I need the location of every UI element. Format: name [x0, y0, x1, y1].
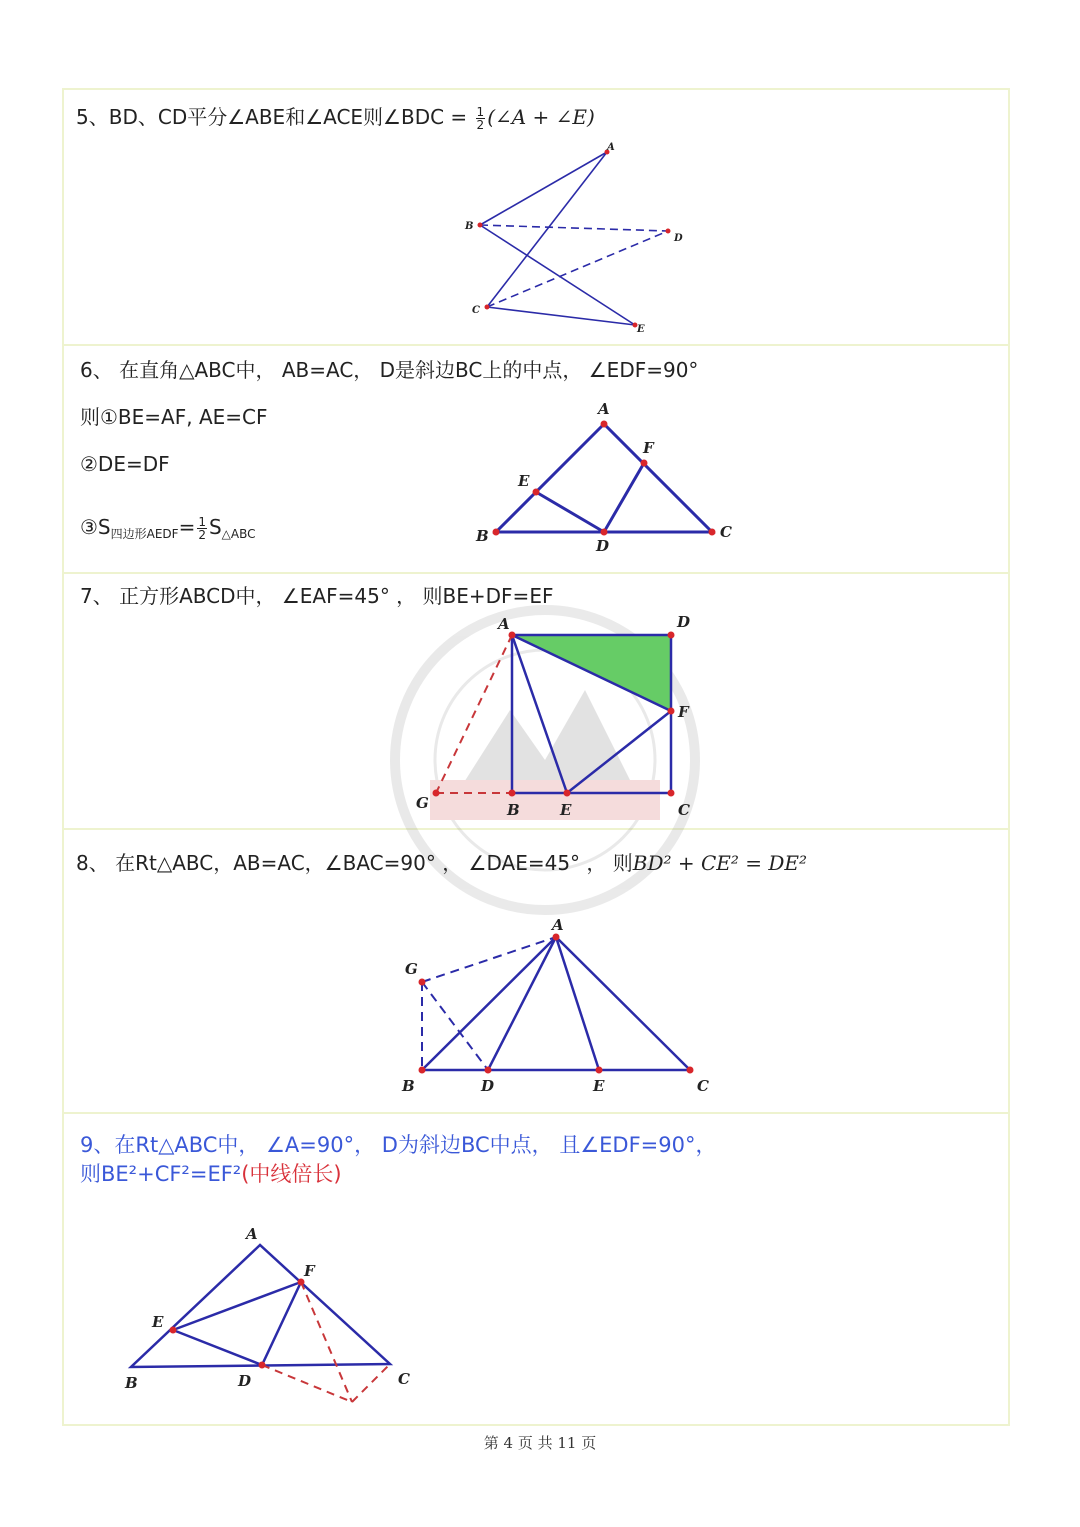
- label-7-F: F: [678, 703, 689, 721]
- item-6-statement: 6、 在直角△ABC中， AB=AC， D是斜边BC上的中点， ∠EDF=90°: [80, 358, 699, 382]
- item-8-statement: 8、 在Rt△ABC，AB=AC，∠BAC=90° ， ∠DAE=45° ， 则BD² + CE² = DE²: [76, 851, 808, 875]
- label-9-E: E: [152, 1313, 164, 1331]
- label-7-C: C: [678, 801, 690, 819]
- label-5-C: C: [472, 305, 480, 316]
- label-7-B: B: [507, 801, 520, 819]
- label-8-B: B: [402, 1077, 415, 1095]
- label-6-A: A: [598, 400, 610, 418]
- label-7-A: A: [498, 615, 510, 633]
- item-9-statement-line2: 则BE²+CF²=EF²(中线倍长): [80, 1162, 342, 1186]
- label-8-A: A: [552, 916, 564, 934]
- label-5-E: E: [637, 324, 645, 335]
- label-9-F: F: [304, 1262, 315, 1280]
- label-7-G: G: [416, 794, 429, 812]
- label-9-D: D: [238, 1372, 252, 1390]
- label-5-B: B: [465, 221, 474, 232]
- label-8-E: E: [593, 1077, 605, 1095]
- label-8-D: D: [481, 1077, 495, 1095]
- fraction-half: $\frac{1}{2}$: [476, 105, 485, 132]
- item-6-result-3: $③S_{四边形AEDF}=$ $\frac{1}{2}$ $S_{\triangle ABC}$: [80, 515, 256, 542]
- label-8-C: C: [697, 1077, 709, 1095]
- label-9-B: B: [125, 1374, 138, 1392]
- label-6-B: B: [476, 527, 489, 545]
- label-6-D: D: [596, 537, 610, 555]
- label-8-G: G: [405, 960, 418, 978]
- item-6-result-2: ②DE=DF: [80, 452, 170, 476]
- item-6-result-1: 则①BE=AF, AE=CF: [80, 405, 268, 429]
- label-6-E: E: [518, 472, 530, 490]
- item-9-hint: (中线倍长): [241, 1162, 342, 1186]
- label-7-E: E: [560, 801, 572, 819]
- label-5-A: A: [607, 142, 615, 153]
- item-5-statement: 5、BD、CD平分∠ABE和∠ACE则∠BDC = $\frac{1}{2}$ (∠A + ∠E): [76, 105, 595, 132]
- label-6-C: C: [720, 523, 732, 541]
- item-9-statement-line1: 9、在Rt△ABC中， ∠A=90°， D为斜边BC中点， 且∠EDF=90°，: [80, 1133, 717, 1157]
- label-9-C: C: [398, 1370, 410, 1388]
- label-6-F: F: [643, 439, 654, 457]
- label-9-A: A: [246, 1225, 258, 1243]
- item-7-statement: 7、 正方形ABCD中， ∠EAF=45° ， 则BE+DF=EF: [80, 584, 554, 608]
- label-7-D: D: [677, 613, 691, 631]
- page-footer: 第 4 页 共 11 页: [483, 1434, 597, 1452]
- label-5-D: D: [674, 233, 683, 244]
